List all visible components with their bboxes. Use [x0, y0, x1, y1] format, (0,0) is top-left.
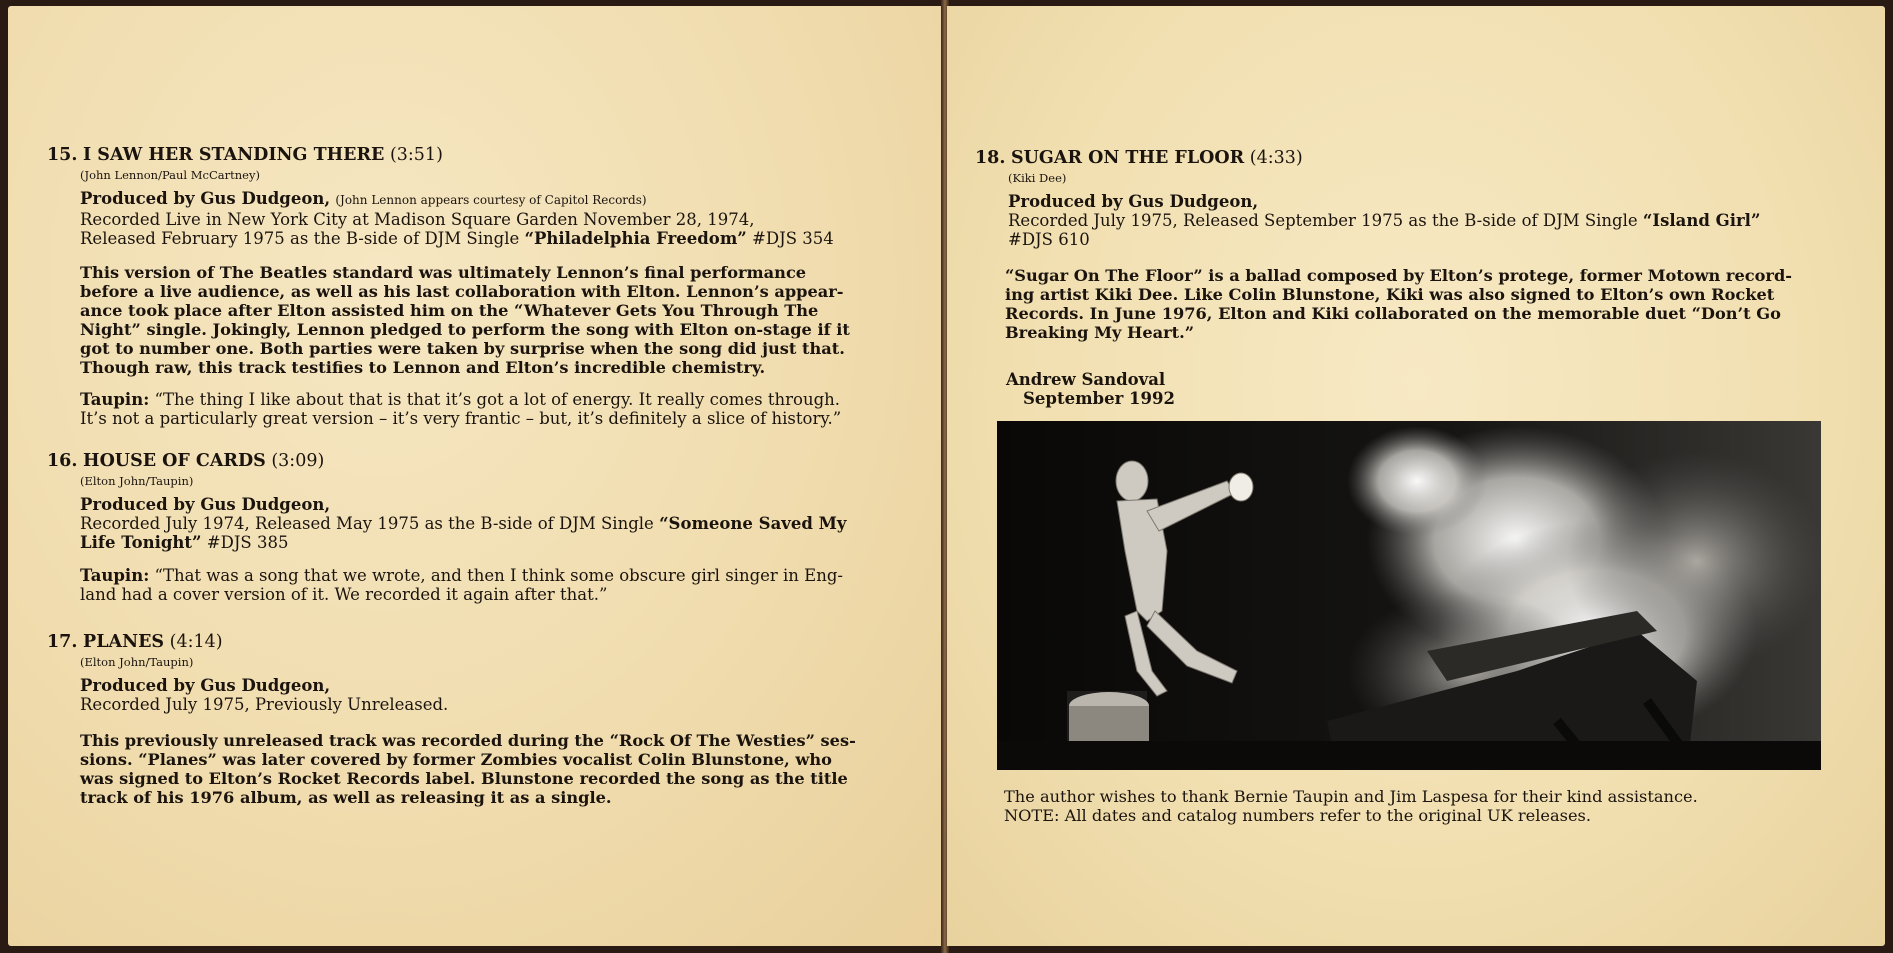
- release-info: [80, 514, 907, 533]
- track-description: [80, 263, 907, 377]
- quote-line: land had a cover version of it. We recorded it again after that.”: [80, 585, 608, 604]
- track-description: [1005, 266, 1845, 342]
- acknowledgement-notes: [1004, 787, 1698, 825]
- quote-speaker: Taupin:: [80, 566, 150, 585]
- track-title: I SAW HER STANDING THERE: [83, 145, 385, 165]
- single-title: “Philadelphia Freedom”: [524, 229, 747, 248]
- single-title: “Someone Saved My: [659, 514, 847, 533]
- description-line: track of his 1976 album, as well as releasing it as a single.: [80, 788, 612, 807]
- description-line: Records. In June 1976, Elton and Kiki collaborated on the memorable duet “Don’t Go: [1005, 304, 1781, 323]
- release-info: [80, 229, 907, 248]
- track-15-heading: [47, 144, 907, 166]
- track-duration: (4:33): [1249, 148, 1303, 168]
- catalog-number: #DJS 610: [1008, 230, 1090, 249]
- songwriter-credit: (Kiki Dee): [1008, 171, 1067, 185]
- track-15: [47, 144, 907, 428]
- track-duration: (3:09): [271, 451, 325, 471]
- description-line: got to number one. Both parties were taken by surprise when the song did just that.: [80, 339, 845, 358]
- track-description: [80, 731, 907, 807]
- track-number: 18.: [975, 148, 1006, 168]
- track-number: 16.: [47, 451, 78, 471]
- track-title: HOUSE OF CARDS: [83, 451, 266, 471]
- concert-photo-image: [997, 421, 1821, 770]
- track-17: [47, 631, 907, 807]
- description-line: This previously unreleased track was recorded during the “Rock Of The Westies” ses-: [80, 731, 856, 750]
- release-info-cont: [80, 533, 907, 552]
- track-16-heading: [47, 450, 907, 472]
- author-name: Andrew Sandoval: [1006, 370, 1166, 389]
- catalog-number: #DJS 354: [746, 229, 834, 248]
- description-line: sions. “Planes” was later covered by former Zombies vocalist Colin Blunstone, who: [80, 750, 832, 769]
- track-18-heading: [975, 147, 1845, 169]
- taupin-quote: [80, 390, 907, 428]
- quote-speaker: Taupin:: [80, 390, 150, 409]
- track-17-heading: [47, 631, 907, 653]
- track-18: [975, 147, 1845, 342]
- description-line: Breaking My Heart.”: [1005, 323, 1195, 342]
- release-text: Recorded July 1974, Released May 1975 as the B-side of DJM Single: [80, 514, 660, 533]
- description-line: This version of The Beatles standard was ultimately Lennon’s final performance: [80, 263, 807, 282]
- track-16: [47, 450, 907, 604]
- taupin-quote: [80, 566, 907, 604]
- concert-photo: [997, 421, 1821, 770]
- songwriter-credit: (Elton John/Taupin): [80, 655, 194, 669]
- quote-line: It’s not a particularly great version – it’s very frantic – but, it’s definitely a slice of history.”: [80, 409, 842, 428]
- catalog-note: NOTE: All dates and catalog numbers refer to the original UK releases.: [1004, 806, 1591, 825]
- track-number: 15.: [47, 145, 78, 165]
- catalog-number: #DJS 385: [201, 533, 289, 552]
- description-line: “Sugar On The Floor” is a ballad composed by Elton’s protege, former Motown record-: [1005, 266, 1792, 285]
- producer: Produced by Gus Dudgeon,: [1008, 192, 1259, 211]
- description-line: ing artist Kiki Dee. Like Colin Blunstone, Kiki was also signed to Elton’s own Rocket: [1005, 285, 1775, 304]
- producer: Produced by Gus Dudgeon,: [80, 189, 331, 208]
- track-number: 17.: [47, 632, 78, 652]
- producer: Produced by Gus Dudgeon,: [80, 676, 331, 695]
- songwriter-credit: (John Lennon/Paul McCartney): [80, 168, 260, 182]
- description-line: was signed to Elton’s Rocket Records label. Blunstone recorded the song as the title: [80, 769, 848, 788]
- signature-date: September 1992: [1023, 389, 1175, 408]
- release-text: Released February 1975 as the B-side of DJM Single: [80, 229, 525, 248]
- single-title: “Island Girl”: [1642, 211, 1761, 230]
- description-line: Night” single. Jokingly, Lennon pledged to perform the song with Elton on-stage if it: [80, 320, 850, 339]
- thanks-note: The author wishes to thank Bernie Taupin and Jim Laspesa for their kind assistance.: [1004, 787, 1698, 806]
- producer-note: (John Lennon appears courtesy of Capitol Records): [335, 193, 647, 207]
- recording-info: Recorded July 1975, Previously Unreleased.: [80, 695, 449, 714]
- producer: Produced by Gus Dudgeon,: [80, 495, 331, 514]
- track-title: SUGAR ON THE FLOOR: [1011, 148, 1245, 168]
- quote-line: “That was a song that we wrote, and then I think some obscure girl singer in Eng-: [149, 566, 843, 585]
- description-line: Though raw, this track testifies to Lennon and Elton’s incredible chemistry.: [80, 358, 766, 377]
- author-signature: [1006, 370, 1175, 408]
- release-text: Recorded July 1975, Released September 1975 as the B-side of DJM Single: [1008, 211, 1643, 230]
- track-title: PLANES: [83, 632, 165, 652]
- description-line: before a live audience, as well as his last collaboration with Elton. Lennon’s appear-: [80, 282, 844, 301]
- description-line: ance took place after Elton assisted him on the “Whatever Gets You Through The: [80, 301, 819, 320]
- producer-line: [80, 189, 907, 210]
- songwriter-credit: (Elton John/Taupin): [80, 474, 194, 488]
- single-title-cont: Life Tonight”: [80, 533, 202, 552]
- track-duration: (4:14): [169, 632, 223, 652]
- recording-info: Recorded Live in New York City at Madison Square Garden November 28, 1974,: [80, 210, 755, 229]
- release-info: [1008, 211, 1845, 230]
- quote-line: “The thing I like about that is that it’s got a lot of energy. It really comes through.: [149, 390, 841, 409]
- track-duration: (3:51): [389, 145, 443, 165]
